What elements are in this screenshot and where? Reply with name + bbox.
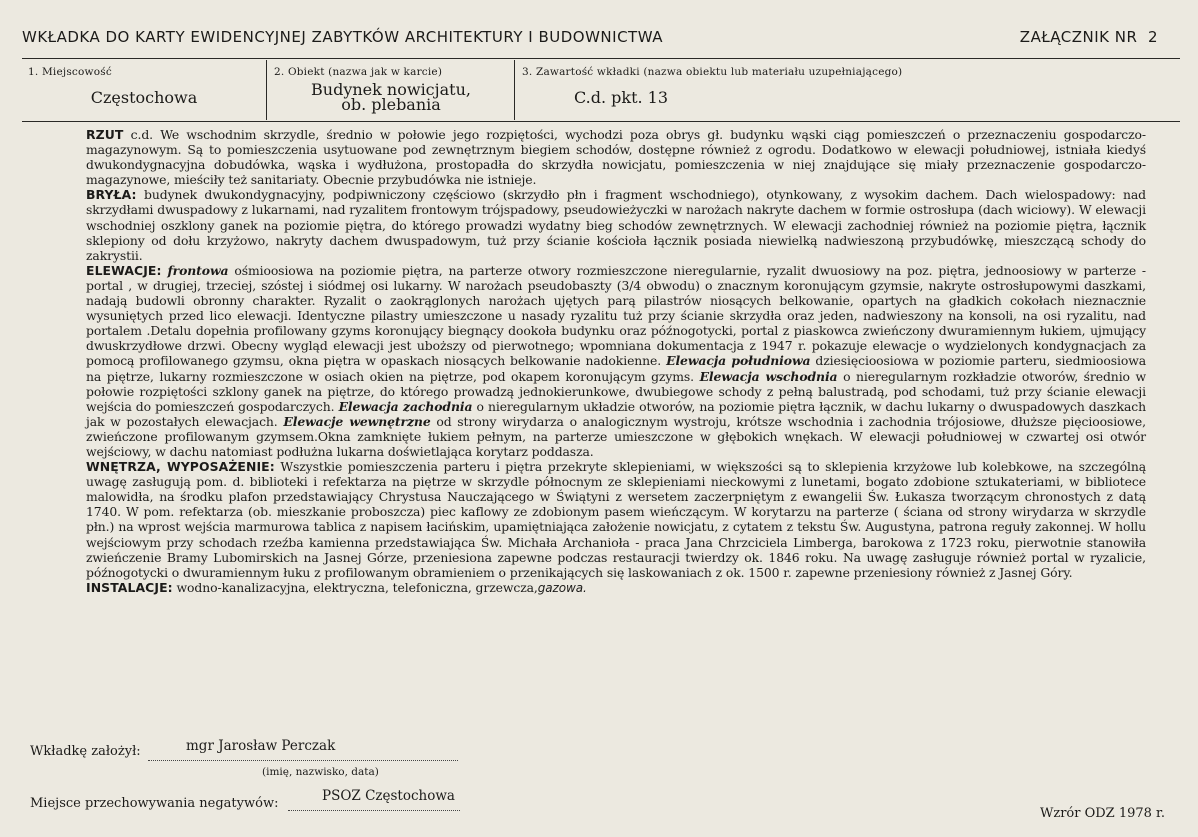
elevation-front-heading: frontowa	[167, 262, 229, 278]
fields-row	[22, 60, 1180, 120]
document-title: WKŁADKA DO KARTY EWIDENCYJNEJ ZABYTKÓW ARCHITEKTURY I BUDOWNICTWA	[22, 28, 663, 46]
handwritten-note: gazowa.	[537, 580, 587, 595]
header-rule-bottom	[22, 121, 1180, 122]
section-instalacje-heading: INSTALACJE:	[86, 579, 173, 595]
section-wnetrza-heading: WNĘTRZA, WYPOSAŻENIE:	[86, 459, 275, 475]
section-bryla-text: budynek dwukondygnacyjny, podpiwniczony częściowo (skrzydło płn i fragment wschodniego), otynkowany, z wysokim dachem. Dach wielospadowy: nad skrzydłami dwuspadowy z lukarnami, nad ryzalitem frontowym trójspadowy, pseudowieżyczki w narożach nakryte dachem w formie ostrosłupa (dach wiciowy). W elewacji wschodniej oszklony ganek na poziomie piętra, do którego prowadzi wydatny bieg schodów zewnętrznych. W elewacji zachodniej również na poziomie piętra, łącznik sklepiony od dołu krzyżowo, nakryty dachem dwuspadowym, tuż przy ścianie kościoła łącznik posiada niewielką nadwieszoną przybudówkę, mieszczącą schody do zakrystii.	[86, 187, 1146, 263]
field-object-value-line2: ob. plebania	[341, 95, 441, 114]
elevation-south-text: dziesięcioosiowa w poziomie parteru, siedmioosiowa na piętrze, lukarny rozmieszczone w osiach okien na piętrze, pod okapem koronującym gzyms.	[86, 353, 1146, 384]
field-divider-2	[514, 60, 515, 120]
field-object-label: 2. Obiekt (nazwa jak w karcie)	[274, 66, 443, 78]
storage-dotted-line	[288, 810, 460, 811]
field-contents-label: 3. Zawartość wkładki (nazwa obiektu lub materiału uzupełniającego)	[522, 66, 903, 78]
section-rzut	[86, 127, 1146, 187]
field-object-value-line1: Budynek nowicjatu,	[311, 80, 471, 99]
author-value: mgr Jarosław Perczak	[186, 738, 336, 754]
elevation-south-heading: Elewacja południowa	[666, 353, 811, 369]
document-body	[86, 127, 1146, 596]
author-hint: (imię, nazwisko, data)	[262, 766, 379, 778]
elevation-inner-text: od strony wirydarza o analogicznym wystroju, krótsze wschodnia i zachodnia trójosiowe, dłuższe pięcioosiowe, zwieńczone profilowanym gzymsem.Okna zamknięte łukiem pełnym, na parterze umieszczone w głębokich wnękach. W elewacji południowej w czwartej osi otwór wejściowy, w dachu natomiast podłużna lukarna doświetlająca korytarz poddasza.	[86, 413, 1146, 459]
section-wnetrza	[86, 459, 1146, 580]
elevation-front-text: ośmioosiowa na poziomie piętra, na parterze otwory rozmieszczone nieregularnie, ryzalit dwuosiowy na poz. piętra, jednoosiowy w parterze - portal , w drugiej, trzeciej, szóstej i siódmej osi lukarny. W narożach pseudobaszty (3/4 obwodu) o znacznym koronującym gzymsie, nakryte ostrosłupowymi daszkami, nadają budowli obronny charakter. Ryzalit o zaokrąglonych narożach ujętych parą pilastrów niosących belkowanie, opartych na gładkich cokołach nieznacznie wysuniętych przed lico elewacji. Identyczne pilastry umieszczone u nasady ryzalitu tuż przy ścianie skrzydła oraz jeden, nadwieszony na konsoli, na osi ryzalitu, nad portalem .Detalu dopełnia profilowany gzyms koronujący biegnący dookoła budynku oraz późnogotycki, portal z piaskowca zwieńczony dwuramiennym łukiem, ujmujący dwuskrzydłowe drzwi. Obecny wygląd elewacji jest uboższy od pierwotnego; wpomniana dokumentacja z 1947 r. pokazuje elewacje o wydzielonych kondygnacjach za pomocą profilowanego gzymsu, okna piętra w opaskach niosących belkowanie nadokienne.	[86, 262, 1147, 369]
field-divider-1	[266, 60, 267, 120]
document-header	[22, 28, 1158, 54]
field-locality	[22, 60, 266, 120]
elevation-west-heading: Elewacja zachodnia	[338, 398, 473, 414]
section-rzut-text: c.d. We wschodnim skrzydle, średnio w połowie jego rozpiętości, wychodzi poza obrys gł. budynku wąski ciąg pomieszczeń o przeznaczeniu gospodarczo-magazynowym. Są to pomieszczenia usytuowane pod zewnętrznym biegiem schodów, dostępne również z ogrodu. Dodatkowo w elewacji południowej, istniała kiedyś dwukondygnacyjna dobudówka, wąska i wydłużona, prostopadła do skrzydła nowicjatu, pomieszczenia w niej znajdujące się miały przeznaczenie gospodarczo-magazynowe, mieściły też sanitariaty. Obecnie przybudówka nie istnieje.	[86, 127, 1146, 188]
field-locality-value: Częstochowa	[90, 88, 198, 107]
annex-number: 2	[1147, 28, 1158, 46]
field-contents	[516, 60, 1176, 120]
section-bryla-heading: BRYŁA:	[86, 187, 137, 203]
author-dotted-line	[148, 760, 458, 761]
elevation-east-heading: Elewacja wschodnia	[699, 368, 838, 384]
section-wnetrza-text: Wszystkie pomieszczenia parteru i piętra przekryte sklepieniami, w większości są to sklepienia krzyżowe lub kolebkowe, na szczególną uwagę zasługują pom. d. biblioteki i refektarza na piętrze w skrzydle północnym ze sklepieniami nieckowymi z lunetami, bogato zdobione sztukateriami, w bibliotece malowidła, na środku plafon przedstawiający Chrystusa Nauczającego w Świątyni z wersetem zaczerpniętym z ewangelii Św. Łukasza tworzącym chronostych z datą 1740. W pom. refektarza (ob. mieszkanie proboszcza) piec kaflowy ze zdobionym pasem wieńczącym. W korytarzu na parterze ( ściana od strony wirydarza w skrzydle płn.) na wprost wejścia marmurowa tablica z napisem łacińskim, upamiętniająca założenie nowicjatu, z cytatem z tekstu Św. Augustyna, patrona reguły zakonnej. W hollu wejściowym przy schodach rzeźba kamienna przedstawiająca Św. Michała Archanioła - praca Jana Chrzciciela Limberga, barokowa z 1723 roku, pierwotnie stanowiła zwieńczenie Bramy Lubomirskich na Jasnej Górze, przeniesiona zapewne podczas restauracji twierdzy ok. 1846 roku. Na uwagę zasługuje również portal w ryzalicie, późnogotycki o dwuramiennym łuku z profilowanym obramieniem o przenikających się laskowaniach z ok. 1500 r. zapewne przeniesiony również z Jasnej Góry.	[86, 459, 1146, 580]
annex-label	[1020, 28, 1158, 46]
section-elewacje-heading: ELEWACJE:	[86, 262, 162, 278]
header-rule-top	[22, 58, 1180, 59]
elevation-west-text: o nieregularnym układzie otworów, na poziomie piętra łącznik, w dachu lukarny o dwuspadowych daszkach jak w pozostałych elewacjach.	[86, 398, 1147, 429]
field-object	[268, 60, 514, 120]
author-label: Wkładkę założył:	[30, 744, 141, 759]
section-instalacje	[86, 580, 1146, 596]
template-note: Wzrór ODZ 1978 r.	[1040, 806, 1165, 821]
field-object-value	[268, 82, 514, 112]
field-locality-label: 1. Miejscowość	[28, 66, 112, 78]
section-elewacje	[86, 263, 1146, 459]
storage-label: Miejsce przechowywania negatywów:	[30, 796, 279, 811]
section-rzut-heading: RZUT	[86, 127, 124, 142]
storage-value: PSOZ Częstochowa	[322, 788, 455, 804]
elevation-east-text: o nieregularnym rozkładzie otworów, średnio w połowie rozpiętości szklony ganek na piętrze, do którego prowadzą jednokierunkowe, dwubiegowe schody z pełną balustradą, pod schodami, tuż przy ścianie elewacji wejścia do pomieszczeń gospodarczych.	[86, 368, 1146, 414]
annex-text: ZAŁĄCZNIK NR	[1019, 28, 1138, 46]
elevation-inner-heading: Elewacje wewnętrzne	[283, 413, 431, 429]
section-bryla	[86, 187, 1146, 262]
field-contents-value: C.d. pkt. 13	[573, 88, 669, 107]
section-instalacje-text: wodno-kanalizacyjna, elektryczna, telefoniczna, grzewcza,	[172, 579, 538, 595]
